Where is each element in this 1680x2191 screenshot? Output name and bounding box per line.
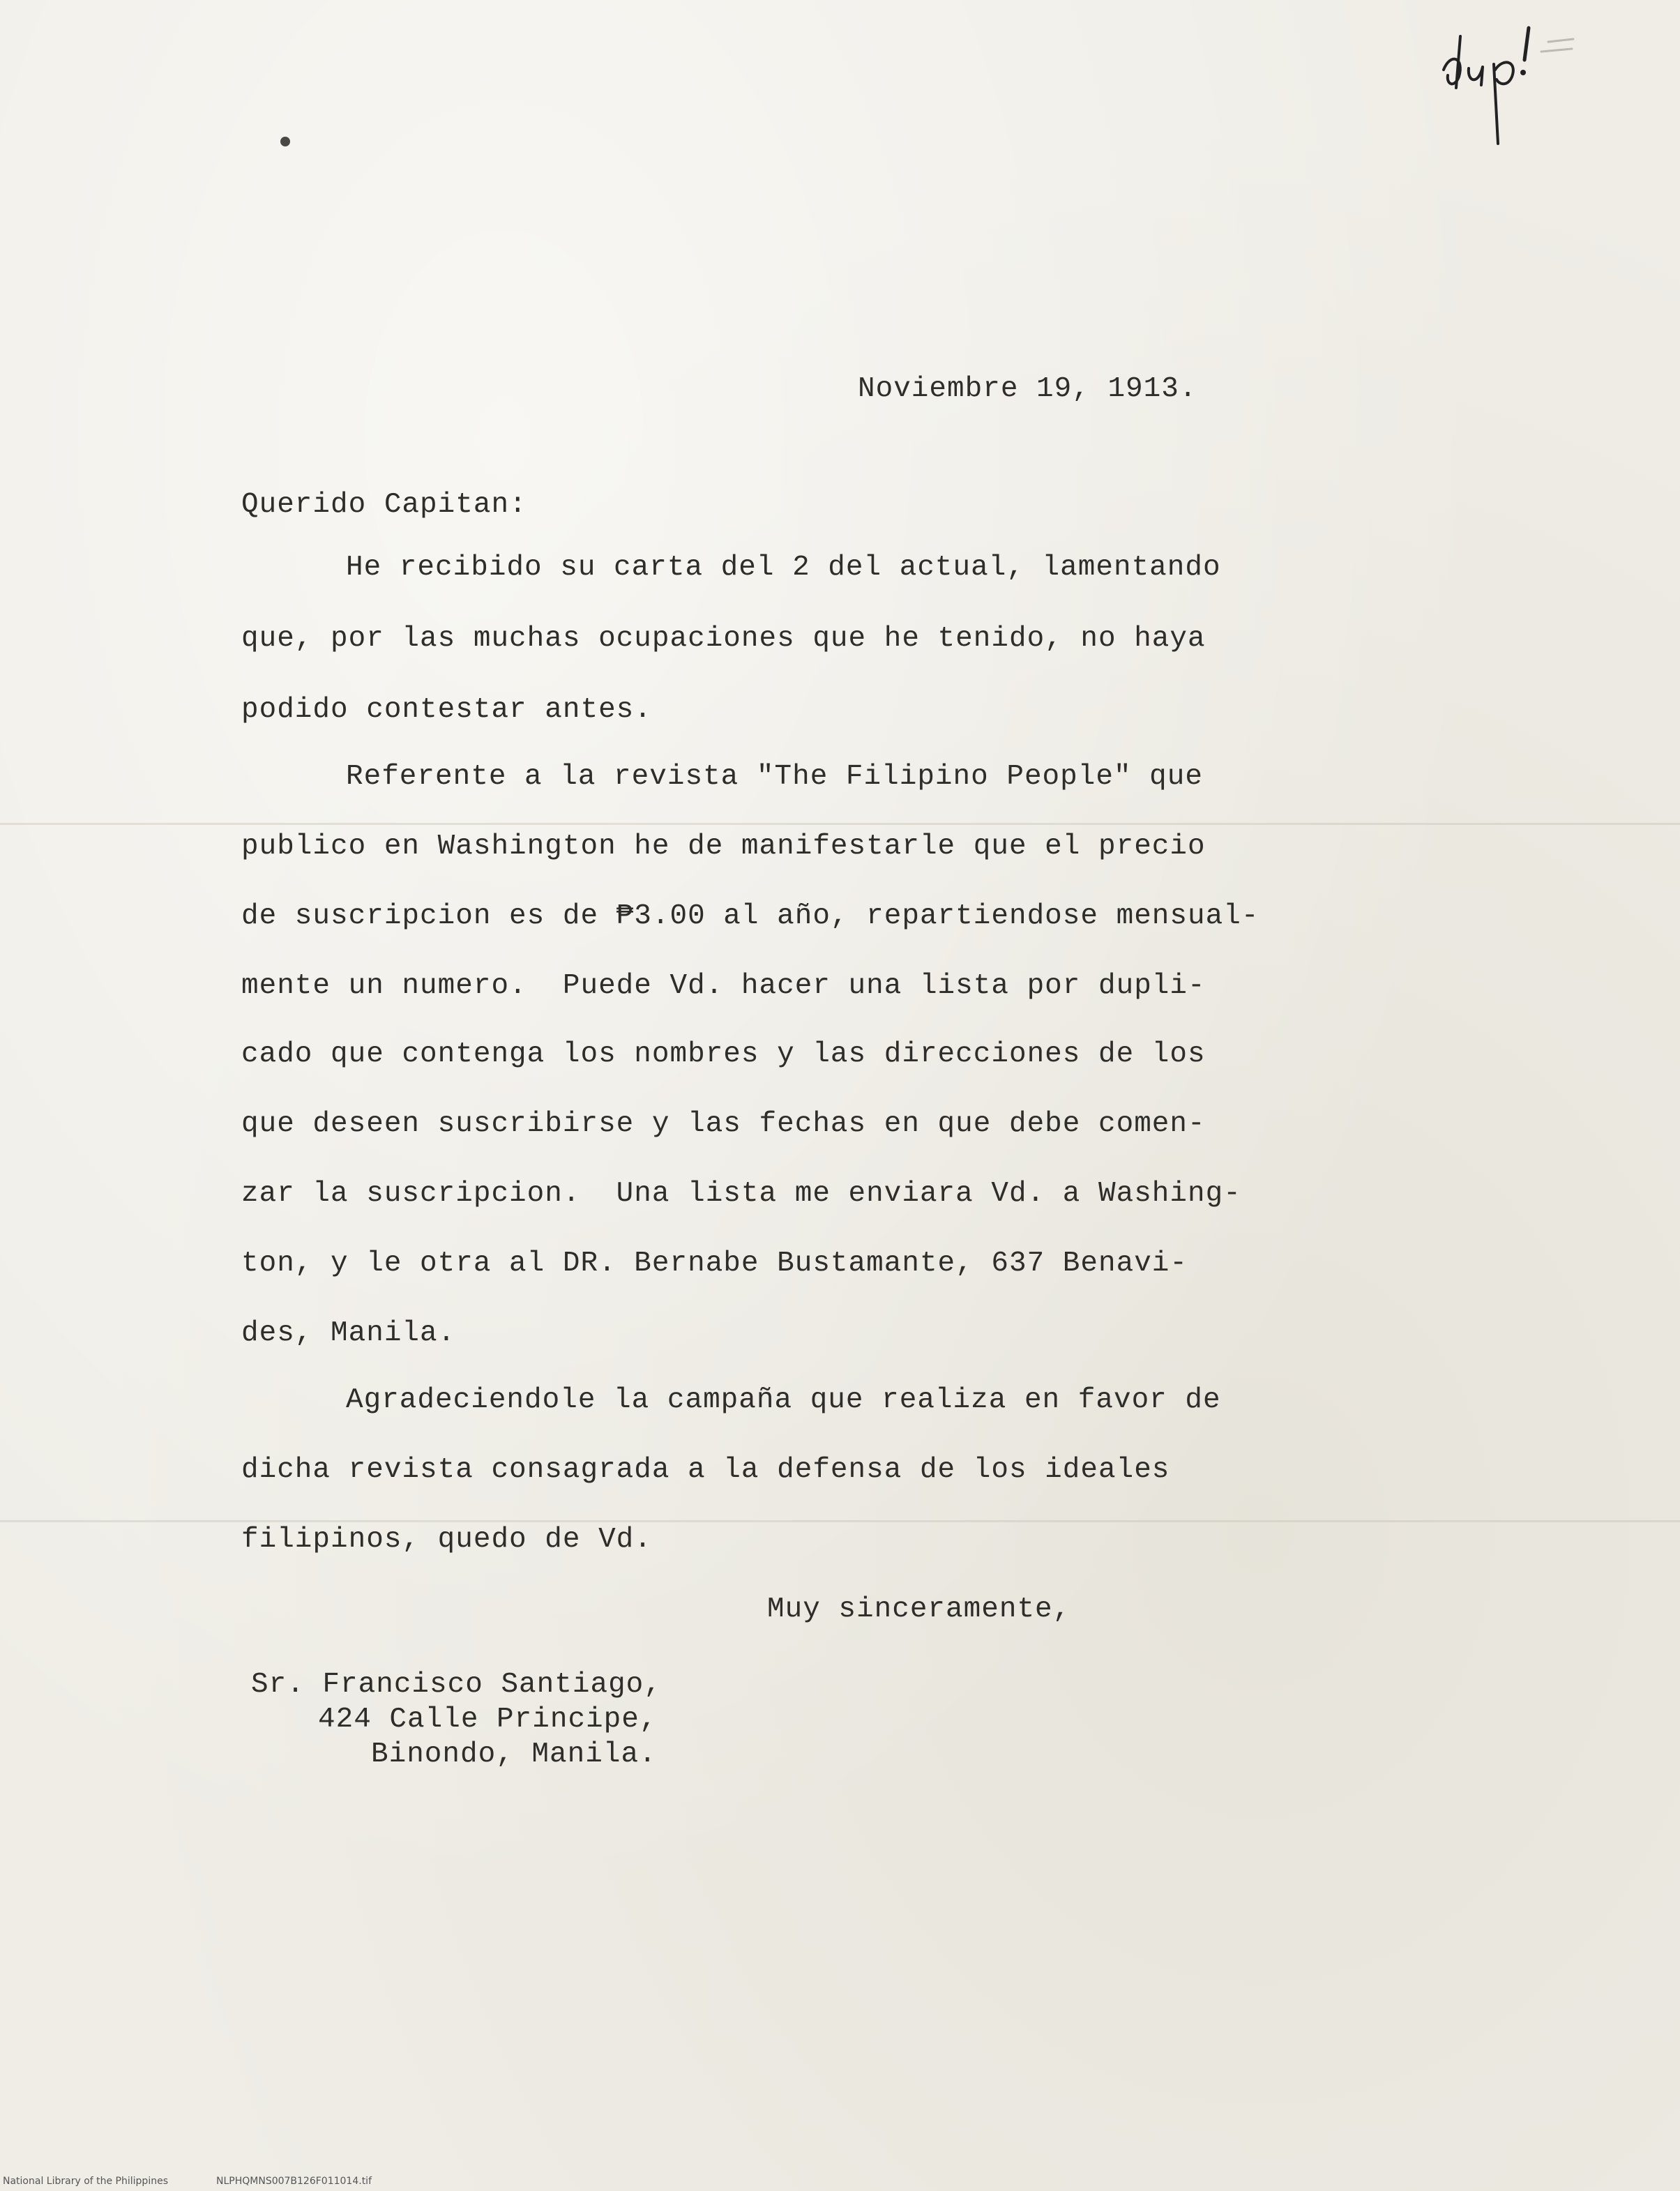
recipient-city: Binondo, Manila. [371, 1738, 657, 1771]
ink-speck [280, 137, 290, 146]
body-line: ton, y le otra al DR. Bernabe Bustamante, 637 Benavi- [241, 1248, 1188, 1280]
letter-date: Noviembre 19, 1913. [858, 373, 1197, 405]
body-line: que deseen suscribirse y las fechas en que debe comen- [241, 1108, 1206, 1140]
body-line: podido contestar antes. [241, 694, 652, 726]
handwritten-margin-note [1437, 21, 1576, 153]
body-line: Agradeciendole la campaña que realiza en favor de [346, 1384, 1221, 1416]
body-line: des, Manila. [241, 1317, 456, 1349]
recipient-street: 424 Calle Principe, [318, 1704, 658, 1736]
body-line: zar la suscripcion. Una lista me enviara Vd. a Washing- [241, 1178, 1241, 1210]
archive-credit: National Library of the Philippines [3, 2176, 168, 2187]
paper-crease [0, 823, 1680, 825]
body-line: Referente a la revista "The Filipino People" que [346, 761, 1203, 793]
body-line: cado que contenga los nombres y las direcciones de los [241, 1038, 1206, 1070]
paper-crease [0, 1520, 1680, 1522]
body-line: que, por las muchas ocupaciones que he tenido, no haya [241, 623, 1206, 655]
recipient-name: Sr. Francisco Santiago, [251, 1669, 662, 1701]
body-line: mente un numero. Puede Vd. hacer una lista por dupli- [241, 970, 1206, 1002]
body-line: filipinos, quedo de Vd. [241, 1524, 652, 1556]
archive-filename: NLPHQMNS007B126F011014.tif [216, 2176, 372, 2187]
body-line: de suscripcion es de ₱3.00 al año, repartiendose mensual- [241, 900, 1259, 932]
salutation: Querido Capitan: [241, 489, 527, 521]
body-line: He recibido su carta del 2 del actual, lamentando [346, 552, 1221, 584]
body-line: dicha revista consagrada a la defensa de los ideales [241, 1454, 1170, 1486]
closing: Muy sinceramente, [767, 1593, 1071, 1625]
body-line: publico en Washington he de manifestarle que el precio [241, 831, 1206, 863]
